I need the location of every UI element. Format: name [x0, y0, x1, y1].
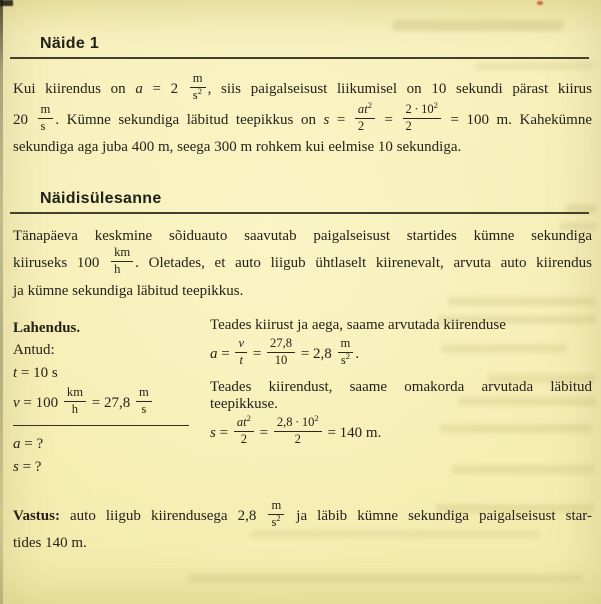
text-run: ja läbib kümne sekundiga paigalseisust star-	[286, 507, 592, 524]
fraction-m-per-s2: $\frac{m}{s^2}$	[190, 72, 206, 103]
text-run: = 10 s	[17, 365, 58, 382]
math-var: a	[135, 80, 143, 97]
section-example-1	[13, 0, 592, 159]
heading-rule	[10, 57, 589, 59]
paragraph-line	[13, 71, 592, 105]
paragraph-line	[13, 99, 592, 136]
given-velocity	[13, 385, 210, 419]
given-time	[13, 362, 210, 385]
math-var: t	[13, 365, 18, 382]
text-run: 20	[13, 111, 36, 128]
text-run: =	[329, 111, 353, 128]
text-run: =	[215, 424, 232, 441]
fraction-at2-per-2: $\frac{at^2}{2}$	[234, 416, 254, 447]
acceleration-formula	[210, 336, 592, 370]
fraction-v-per-t: $\frac{v}{t}$	[235, 337, 247, 368]
text-run: = 2	[142, 80, 188, 97]
text-run: =	[217, 345, 234, 362]
text-run: . Kümne sekundiga läbitud teepikkus on	[55, 111, 324, 128]
text-run: .	[355, 345, 360, 362]
text-run: . Oletades, et auto liigub ühtlaselt kiirenevalt, arvuta auto kiirendus	[135, 255, 592, 272]
paragraph-line	[13, 245, 592, 279]
text-run: = 27,8	[87, 394, 134, 411]
example-1-paragraph	[13, 71, 592, 159]
fraction-at2-per-2: $\frac{at^2}{2}$	[355, 103, 375, 134]
explanation-text	[210, 379, 592, 413]
text-run: , siis paigalseisust liikumisel on 10 sekundi pärast kiirus	[207, 80, 592, 97]
math-var: s	[13, 458, 19, 475]
math-var: a	[13, 435, 21, 452]
text-run: = 100 m.	[442, 111, 512, 128]
given-label: Antud:	[13, 342, 55, 359]
page-content	[13, 0, 592, 555]
given-separator-rule	[13, 425, 189, 426]
unknown-acceleration	[13, 433, 210, 456]
answer-label: Vastus:	[13, 507, 60, 524]
unknown-distance	[13, 456, 210, 479]
fraction-km-per-h: $\frac{km}{h}$	[64, 386, 86, 417]
scan-edge-artifact	[0, 0, 3, 604]
paragraph-line: sekundiga aga juba 400 m, seega 300 m rohkem kui eelmise 10 sekundiga.	[13, 139, 462, 156]
text-run: =	[376, 111, 401, 128]
fraction-27-8-per-10: $\frac{27,8}{10}$	[267, 337, 295, 368]
sample-problem-heading: Näidisülesanne	[40, 190, 162, 208]
text-run: =	[249, 345, 266, 362]
solution-title: Lahendus.	[13, 320, 81, 337]
text-run: kiiruseks 100	[13, 255, 110, 272]
solution-block	[13, 317, 592, 479]
section-sample-problem	[13, 190, 592, 303]
text-run: = 2,8	[297, 345, 336, 362]
math-var: s	[323, 111, 330, 128]
explanation-text: Teades kiirust ja aega, saame arvutada kiirenduse	[210, 317, 506, 334]
fraction-2x10sq-per-2: $\frac{2 \cdot 10^2}{2}$	[403, 103, 441, 134]
paragraph-line: tides 140 m.	[13, 535, 87, 552]
paragraph-line: ja kümne sekundiga läbitud teepikkus.	[13, 283, 244, 300]
text-run: = ?	[20, 435, 44, 452]
fraction-m-per-s2: $\frac{m}{s^2}$	[268, 499, 284, 530]
fraction-m-per-s2: $\frac{m}{s^2}$	[338, 337, 354, 368]
distance-formula	[210, 412, 592, 449]
fraction-m-per-s: $\frac{m}{s}$	[38, 103, 54, 134]
fraction-m-per-s: $\frac{m}{s}$	[136, 386, 152, 417]
math-var: v	[13, 394, 20, 411]
fraction-km-per-h: $\frac{km}{h}$	[111, 246, 133, 277]
solution-work-column	[210, 317, 592, 479]
given-column	[13, 317, 210, 479]
example-1-heading: Näide 1	[40, 35, 100, 52]
text-run: auto liigub kiirendusega 2,8	[59, 507, 267, 524]
paragraph-line: Tänapäeva keskmine sõiduauto saavutab paigalseisust startides kümne sekundiga	[13, 228, 592, 245]
math-var: a	[210, 345, 218, 362]
answer-paragraph	[13, 497, 592, 556]
text-run: = ?	[18, 458, 42, 475]
text-run: =	[255, 424, 272, 441]
sample-problem-paragraph	[13, 224, 592, 303]
text-run: Kahekümne	[511, 111, 592, 128]
math-var: s	[210, 424, 216, 441]
scan-corner-mark	[0, 0, 13, 6]
text-run: = 100	[19, 394, 62, 411]
heading-rule	[10, 212, 589, 214]
text-run: Kui kiirendus on	[13, 80, 136, 97]
fraction-2-8x10sq-per-2: $\frac{2,8 \cdot 10^2}{2}$	[274, 416, 322, 447]
paragraph-line: Teades kiirendust, saame omakorda arvutada läbitud	[210, 378, 592, 395]
paragraph-line: teepikkuse.	[210, 395, 278, 412]
paragraph-line	[13, 497, 592, 532]
text-run: = 140 m.	[323, 424, 382, 441]
bleedthrough-smudge	[188, 574, 583, 583]
